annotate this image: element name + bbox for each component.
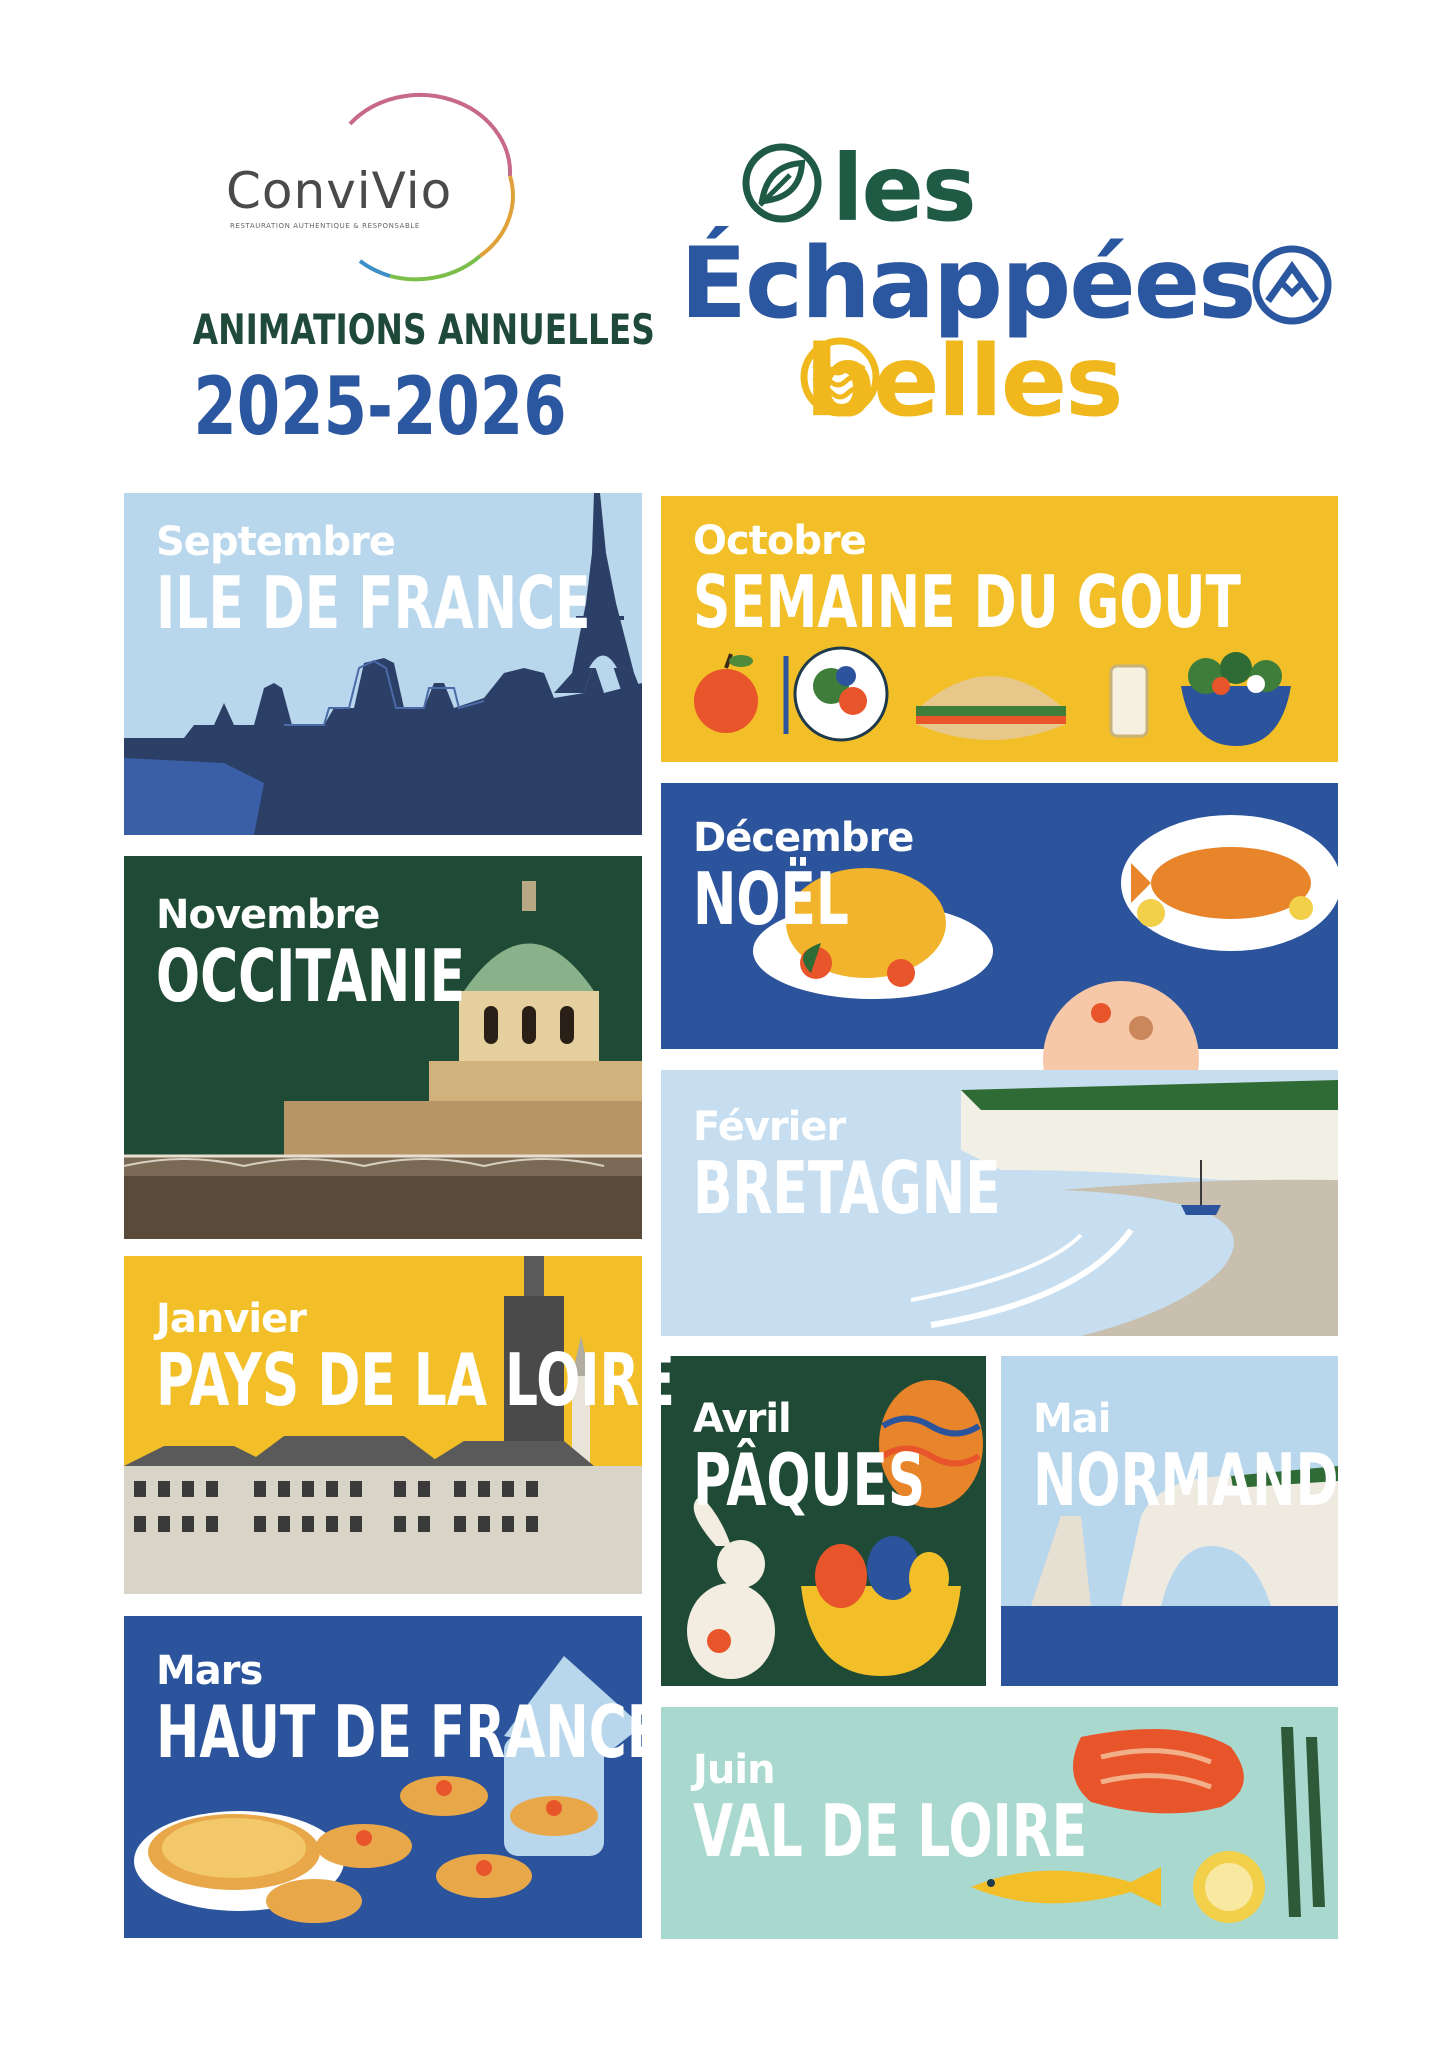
brand-tagline: RESTAURATION AUTHENTIQUE & RESPONSABLE xyxy=(230,222,420,230)
tile-month: Avril xyxy=(693,1396,791,1442)
echappees-line1: les xyxy=(832,135,975,242)
convivio-logo xyxy=(210,96,530,296)
tile-month: Septembre xyxy=(156,519,395,565)
tile-month: Décembre xyxy=(693,815,914,861)
tile-decembre xyxy=(661,783,1338,1049)
tile-juin xyxy=(661,1707,1338,1939)
echappees-logo xyxy=(680,135,1360,439)
tile-month: Juin xyxy=(693,1747,775,1793)
tile-mars xyxy=(124,1616,663,1938)
animations-years: 2025-2026 xyxy=(193,360,567,453)
brand-name: ConviVio xyxy=(226,162,453,220)
tile-month: Mai xyxy=(1033,1396,1111,1442)
echappees-line3: belles xyxy=(805,325,1122,439)
tile-region: SEMAINE DU GOUT xyxy=(693,560,1241,644)
tile-month: Octobre xyxy=(693,518,866,564)
tile-region: HAUT DE FRANCE xyxy=(156,1690,663,1774)
tile-region: ILE DE FRANCE xyxy=(156,561,591,645)
tile-region: NOËL xyxy=(693,857,849,941)
tile-mai xyxy=(1001,1356,1394,1686)
tile-month: Janvier xyxy=(156,1296,306,1342)
mountain-icon xyxy=(1250,243,1334,327)
echappees-line2: Échappées xyxy=(680,227,1255,341)
tile-octobre xyxy=(661,496,1338,762)
animations-title: ANIMATIONS ANNUELLES xyxy=(192,305,655,354)
tile-month: Février xyxy=(693,1104,846,1150)
tile-region: PÂQUES xyxy=(693,1438,926,1522)
tile-fevrier xyxy=(661,1070,1338,1336)
tile-avril xyxy=(661,1356,986,1686)
tile-month: Novembre xyxy=(156,892,380,938)
tile-region: VAL DE LOIRE xyxy=(693,1789,1088,1873)
tile-region: PAYS DE LA LOIRE xyxy=(156,1338,675,1422)
tile-septembre xyxy=(124,493,642,835)
tile-month: Mars xyxy=(156,1648,263,1694)
tile-region: NORMANDIE xyxy=(1033,1438,1394,1522)
tile-novembre xyxy=(124,856,642,1239)
tile-region: OCCITANIE xyxy=(156,934,465,1018)
tile-janvier xyxy=(124,1256,675,1594)
tile-region: BRETAGNE xyxy=(693,1146,1001,1230)
leaf-icon xyxy=(740,141,824,225)
